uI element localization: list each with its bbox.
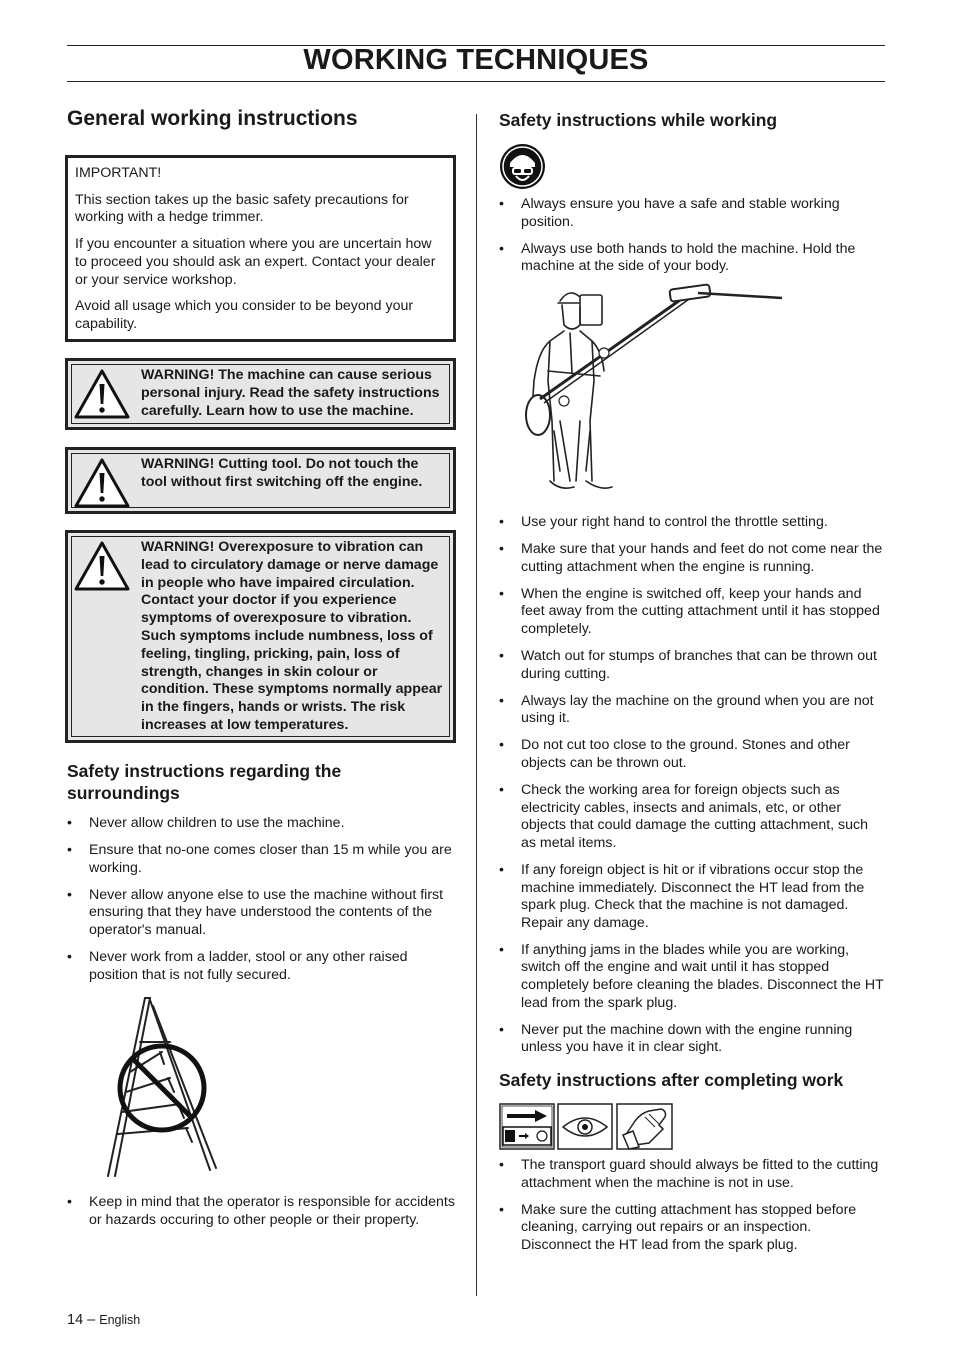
important-paragraph: Avoid all usage which you consider to be beyond your capability. bbox=[75, 298, 414, 332]
after-work-heading: Safety instructions after completing work bbox=[499, 1070, 844, 1090]
important-label: IMPORTANT! bbox=[75, 165, 162, 181]
working-list-b bbox=[499, 514, 885, 1066]
after-work-symbols bbox=[499, 1103, 675, 1150]
list-item: • Ensure that no-one comes closer than 15 m while you are working. bbox=[67, 842, 452, 876]
operator-hedge-trimmer-illustration bbox=[520, 281, 786, 505]
list-item: • Do not cut too close to the ground. Stones and other objects can be thrown out. bbox=[499, 737, 850, 772]
important-paragraph: This section takes up the basic safety precautions for working with a hedge trimmer. bbox=[75, 191, 409, 226]
warning-text: WARNING! Overexposure to vibration can lead to circulatory damage or nerve damage in people who have impaired circulation. Contact your doctor if you experience symptoms of overexposure to vibration. Such symptoms include numbness, loss of feeling, tingling, pricking, pain, loss of strength, changes in skin colour or condition. These symptoms normally appear in the fingers, hands or wrists. The risk increases at low temperatures. bbox=[141, 539, 443, 733]
list-item: • Check the working area for foreign objects such as electricity cables, insects and animals, etc, or other objects that could damage the cutting attachment, such as metal items. bbox=[499, 782, 869, 851]
list-item: • The transport guard should always be fitted to the cutting attachment when the machine is not in use. bbox=[499, 1157, 879, 1191]
list-item: • Never allow anyone else to use the machine without first ensuring that they have understood the contents of the operator's manual. bbox=[67, 886, 444, 938]
surroundings-list bbox=[67, 815, 453, 994]
page-number: 14 – bbox=[67, 1312, 96, 1328]
after-work-list bbox=[499, 1157, 885, 1264]
warning-triangle-icon bbox=[73, 540, 131, 592]
protective-glove-icon bbox=[617, 1104, 672, 1149]
important-paragraph: If you encounter a situation where you are uncertain how to proceed you should ask an expert. Contact your dealer or your service workshop. bbox=[75, 236, 436, 288]
list-item: • Keep in mind that the operator is responsible for accidents or hazards occuring to other people or their property. bbox=[67, 1194, 455, 1228]
list-item: • If anything jams in the blades while you are working, switch off the engine and wait until it has stopped completely before cleaning the blades. Disconnect the HT lead from the spark plug. bbox=[499, 941, 884, 1011]
warning-triangle-icon bbox=[73, 368, 131, 420]
list-item: • Always lay the machine on the ground when you are not using it. bbox=[499, 692, 874, 727]
working-heading: Safety instructions while working bbox=[499, 110, 778, 130]
warning-box bbox=[65, 358, 456, 430]
header-rule-bottom bbox=[67, 81, 885, 82]
list-item: • When the engine is switched off, keep your hands and feet away from the cutting attachment until it has stopped completely. bbox=[499, 585, 880, 637]
list-item: • Always use both hands to hold the machine. Hold the machine at the side of your body. bbox=[499, 240, 856, 275]
working-list-a bbox=[499, 196, 885, 285]
list-item: • Never allow children to use the machine. bbox=[67, 815, 345, 831]
list-item: • Never put the machine down with the engine running unless you have it in clear sight. bbox=[499, 1021, 853, 1056]
column-divider bbox=[476, 114, 477, 1296]
list-item: • Always ensure you have a safe and stable working position. bbox=[499, 196, 840, 230]
transport-guard-icon bbox=[500, 1104, 554, 1149]
warning-box bbox=[65, 530, 456, 743]
list-item: • If any foreign object is hit or if vibrations occur stop the machine immediately. Disconnect the HT lead from the spark plug. Check that the machine is not damaged. Repair any damage. bbox=[499, 862, 865, 931]
list-item: • Never work from a ladder, stool or any other raised position that is not fully secured. bbox=[67, 949, 408, 983]
list-item: • Watch out for stumps of branches that can be thrown out during cutting. bbox=[499, 648, 877, 682]
warning-text: WARNING! The machine can cause serious personal injury. Read the safety instructions carefully. Learn how to use the machine. bbox=[141, 367, 440, 419]
important-box bbox=[65, 155, 456, 342]
surroundings-list-end bbox=[67, 1194, 455, 1239]
surroundings-heading: Safety instructions regarding the surroundings bbox=[67, 761, 342, 803]
inspect-eye-icon bbox=[558, 1104, 612, 1149]
no-ladder-illustration bbox=[100, 992, 230, 1178]
footer-language: English bbox=[99, 1313, 141, 1327]
general-instructions-heading: General working instructions bbox=[67, 107, 358, 130]
list-item: • Make sure the cutting attachment has stopped before cleaning, carrying out repairs or an inspection. Disconnect the HT lead from the spark plug. bbox=[499, 1201, 857, 1253]
list-item: • Make sure that your hands and feet do not come near the cutting attachment when the engine is running. bbox=[499, 541, 883, 575]
warning-box bbox=[65, 447, 456, 514]
warning-text: WARNING! Cutting tool. Do not touch the tool without first switching off the engine. bbox=[141, 456, 423, 490]
warning-triangle-icon bbox=[73, 457, 131, 509]
page-title: WORKING TECHNIQUES bbox=[303, 44, 649, 76]
protective-equipment-icon bbox=[499, 143, 546, 190]
page-footer bbox=[67, 1312, 140, 1328]
list-item: • Use your right hand to control the throttle setting. bbox=[499, 514, 828, 530]
